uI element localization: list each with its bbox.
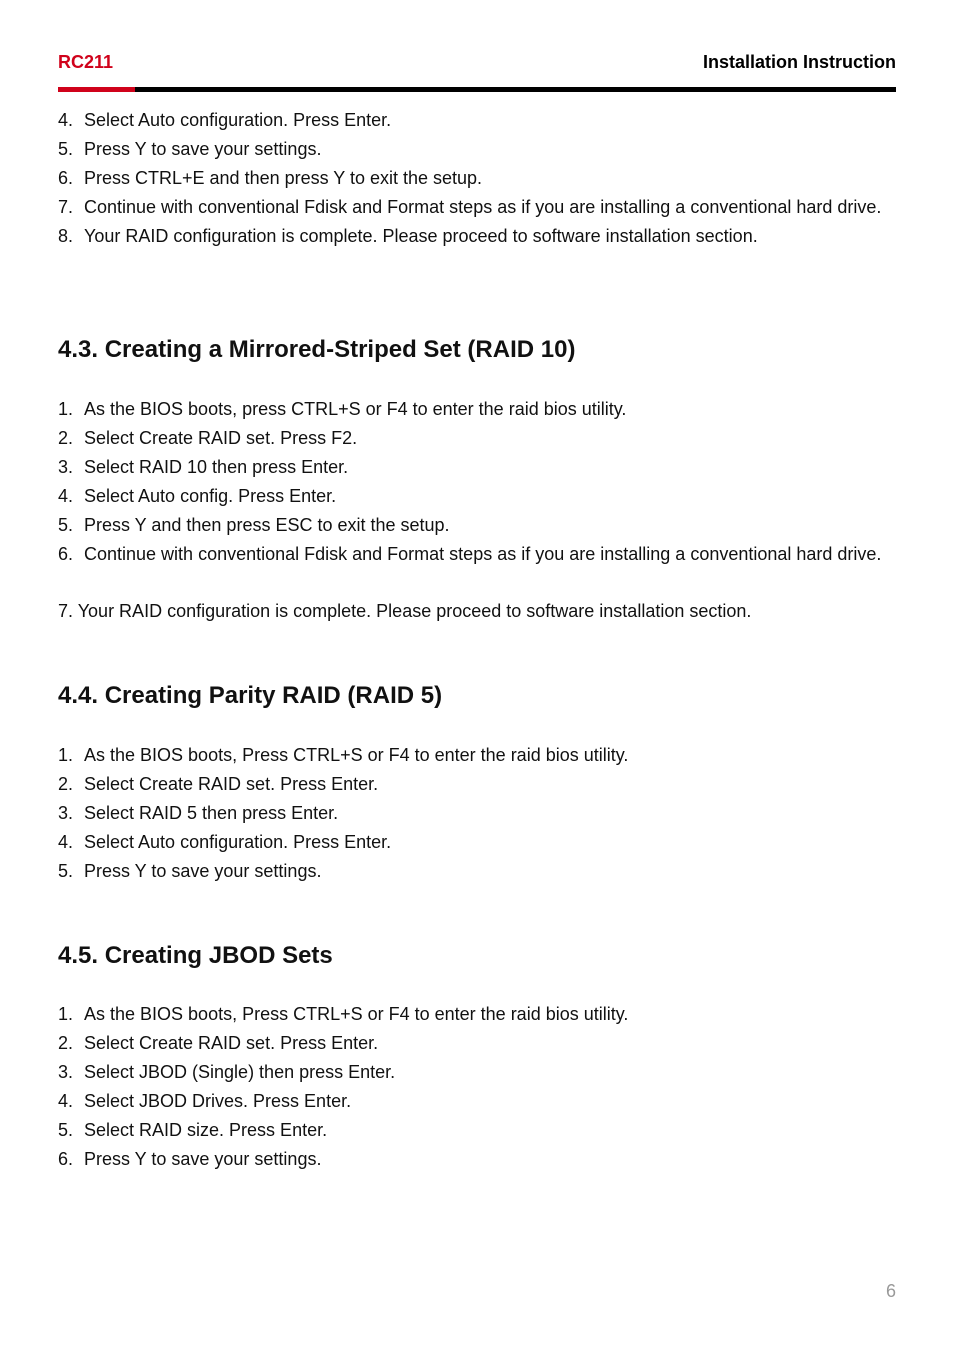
list-item-number: 2. xyxy=(58,1033,74,1053)
list-item xyxy=(58,1116,896,1145)
list-item-number: 4. xyxy=(58,110,74,130)
list-item-text: Select RAID size. Press Enter. xyxy=(84,1120,328,1140)
list-item-number: 5. xyxy=(58,1120,74,1140)
product-name: RC211 xyxy=(58,52,114,72)
raid10-final-step: 7. Your RAID configuration is complete. Please proceed to software installation section. xyxy=(58,601,752,621)
list-item xyxy=(58,770,896,799)
list-item-text: Continue with conventional Fdisk and Format steps as if you are installing a conventional hard drive. xyxy=(84,544,882,564)
list-item-text: Press Y to save your settings. xyxy=(84,1149,322,1169)
list-item xyxy=(58,453,896,482)
list-item xyxy=(58,164,896,193)
section-heading-raid10: 4.3. Creating a Mirrored-Striped Set (RAID 10) xyxy=(58,336,576,363)
list-item xyxy=(58,135,896,164)
list-item-number: 1. xyxy=(58,399,74,419)
list-item-number: 7. xyxy=(58,197,74,217)
intro-list xyxy=(58,106,896,251)
list-item-text: Your RAID configuration is complete. Please proceed to software installation section. xyxy=(84,226,758,246)
list-item xyxy=(58,857,896,886)
list-item-number: 1. xyxy=(58,745,74,765)
list-item-number: 3. xyxy=(58,457,74,477)
list-item-text: Select Auto configuration. Press Enter. xyxy=(84,832,392,852)
list-item-number: 3. xyxy=(58,803,74,823)
list-item-text: Continue with conventional Fdisk and Format steps as if you are installing a conventional hard drive. xyxy=(84,197,882,217)
list-item-text: Select RAID 10 then press Enter. xyxy=(84,457,349,477)
list-item xyxy=(58,1145,896,1174)
list-item-text: Press Y to save your settings. xyxy=(84,861,322,881)
list-item xyxy=(58,1000,896,1029)
list-item-text: As the BIOS boots, Press CTRL+S or F4 to enter the raid bios utility. xyxy=(84,1004,629,1024)
list-item-number: 8. xyxy=(58,226,74,246)
list-item xyxy=(58,799,896,828)
list-item-number: 4. xyxy=(58,486,74,506)
list-item xyxy=(58,395,896,424)
list-item xyxy=(58,1058,896,1087)
list-item-text: Select Create RAID set. Press Enter. xyxy=(84,1033,379,1053)
header-rule xyxy=(135,87,896,92)
list-item-number: 6. xyxy=(58,1149,74,1169)
list-item xyxy=(58,511,896,540)
list-item-number: 1. xyxy=(58,1004,74,1024)
raid5-steps xyxy=(58,741,896,886)
list-item xyxy=(58,106,896,135)
list-item-text: Press Y and then press ESC to exit the setup. xyxy=(84,515,450,535)
list-item xyxy=(58,828,896,857)
list-item-text: Press Y to save your settings. xyxy=(84,139,322,159)
list-item xyxy=(58,540,896,569)
list-item-number: 5. xyxy=(58,515,74,535)
list-item xyxy=(58,193,896,222)
header-rule-accent xyxy=(58,87,135,92)
list-item-number: 4. xyxy=(58,1091,74,1111)
section-heading-jbod: 4.5. Creating JBOD Sets xyxy=(58,942,333,969)
list-item-text: Select JBOD (Single) then press Enter. xyxy=(84,1062,396,1082)
section-heading-raid5: 4.4. Creating Parity RAID (RAID 5) xyxy=(58,682,443,709)
list-item-text: Select Auto config. Press Enter. xyxy=(84,486,337,506)
list-item xyxy=(58,1087,896,1116)
list-item-text: Press CTRL+E and then press Y to exit the setup. xyxy=(84,168,483,188)
jbod-steps xyxy=(58,1000,896,1174)
list-item-text: Select JBOD Drives. Press Enter. xyxy=(84,1091,352,1111)
list-item-number: 6. xyxy=(58,168,74,188)
list-item-number: 2. xyxy=(58,774,74,794)
list-item-number: 4. xyxy=(58,832,74,852)
list-item xyxy=(58,222,896,251)
document-title: Installation Instruction xyxy=(702,52,896,72)
list-item-number: 3. xyxy=(58,1062,74,1082)
list-item-number: 6. xyxy=(58,544,74,564)
list-item-number: 5. xyxy=(58,139,74,159)
list-item xyxy=(58,1029,896,1058)
list-item-number: 5. xyxy=(58,861,74,881)
list-item-text: Select Create RAID set. Press F2. xyxy=(84,428,358,448)
list-item xyxy=(58,482,896,511)
list-item xyxy=(58,741,896,770)
list-item-text: As the BIOS boots, Press CTRL+S or F4 to enter the raid bios utility. xyxy=(84,745,629,765)
list-item-text: Select RAID 5 then press Enter. xyxy=(84,803,339,823)
list-item-number: 2. xyxy=(58,428,74,448)
raid10-steps xyxy=(58,395,896,569)
list-item-text: Select Auto configuration. Press Enter. xyxy=(84,110,392,130)
list-item-text: Select Create RAID set. Press Enter. xyxy=(84,774,379,794)
page-number: 6 xyxy=(885,1281,896,1301)
list-item-text: As the BIOS boots, press CTRL+S or F4 to enter the raid bios utility. xyxy=(84,399,627,419)
list-item xyxy=(58,424,896,453)
